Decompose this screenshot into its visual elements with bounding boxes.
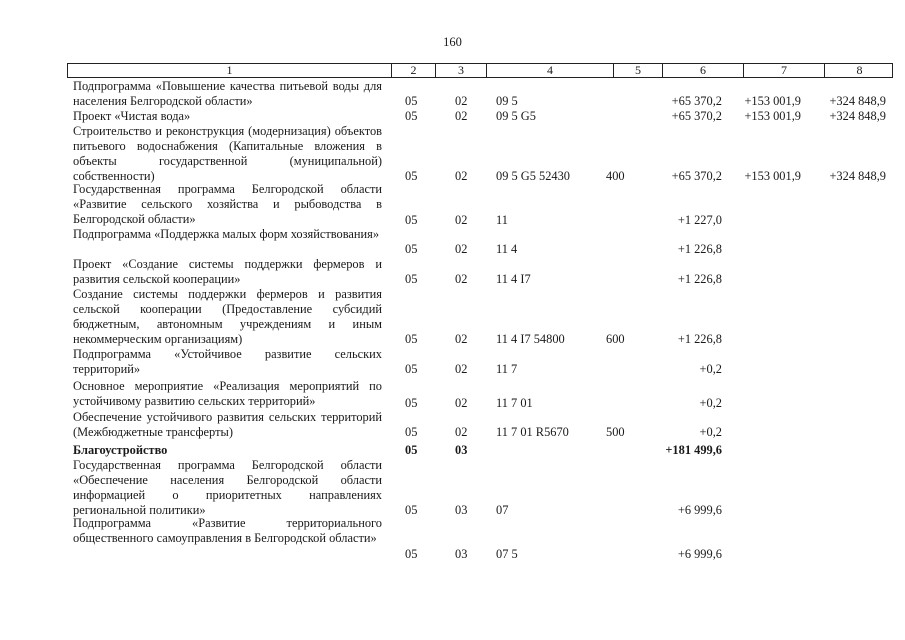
- row-target-code: 11: [496, 213, 508, 227]
- row-target-code: 09 5: [496, 94, 518, 108]
- row-name: Подпрограмма «Поддержка малых форм хозяйствования»: [73, 227, 380, 241]
- row-target-code: 09 5 G5: [496, 109, 536, 123]
- row-section: 05: [405, 242, 418, 256]
- row-section: 05: [405, 547, 418, 561]
- row-subsection: 02: [455, 169, 468, 183]
- row-name: Проект «Чистая вода»: [73, 109, 191, 123]
- row-target-code: 09 5 G5 52430: [496, 169, 570, 183]
- row-target-code: 11 7 01: [496, 396, 533, 410]
- row-name: Строительство и реконструкция (модернизация) объектов питьевого водоснабжения (Капитальные вложения в объекты государственной (муниципальной) собственности): [73, 124, 382, 183]
- row-section: 05: [405, 425, 418, 439]
- row-target-code: 07: [496, 503, 509, 517]
- header-col-7: 7: [743, 64, 824, 77]
- row-amount-1: +0,2: [699, 362, 722, 376]
- row-subsection: 02: [455, 425, 468, 439]
- page-number: 160: [443, 35, 462, 49]
- header-col-4: 4: [486, 64, 613, 77]
- row-section: 05: [405, 94, 418, 108]
- row-amount-1: +0,2: [699, 396, 722, 410]
- row-target-code: 11 7: [496, 362, 518, 376]
- row-subsection: 02: [455, 109, 468, 123]
- row-amount-1: +65 370,2: [671, 169, 722, 183]
- row-target-code: 11 4 I7 54800: [496, 332, 565, 346]
- row-amount-3: +324 848,9: [829, 109, 886, 123]
- header-col-6: 6: [662, 64, 743, 77]
- row-section: 05: [405, 272, 418, 286]
- row-name: Основное мероприятие «Реализация мероприятий по устойчивому развитию сельских территорий»: [73, 379, 382, 408]
- row-amount-1: +6 999,6: [677, 547, 722, 561]
- row-amount-1: +1 226,8: [677, 242, 722, 256]
- row-amount-2: +153 001,9: [744, 94, 801, 108]
- header-col-1: 1: [226, 63, 233, 77]
- row-name: Подпрограмма «Развитие территориального общественного самоуправления в Белгородской области»: [73, 516, 382, 545]
- row-expense-type: 500: [606, 425, 625, 439]
- row-expense-type: 600: [606, 332, 625, 346]
- row-section: 05: [405, 443, 418, 457]
- row-subsection: 02: [455, 213, 468, 227]
- row-target-code: 11 4: [496, 242, 518, 256]
- row-target-code: 11 4 I7: [496, 272, 531, 286]
- row-amount-2: +153 001,9: [744, 109, 801, 123]
- row-section: 05: [405, 396, 418, 410]
- row-amount-1: +0,2: [699, 425, 722, 439]
- row-amount-3: +324 848,9: [829, 94, 886, 108]
- row-amount-1: +1 227,0: [677, 213, 722, 227]
- row-section: 05: [405, 213, 418, 227]
- row-name: Проект «Создание системы поддержки фермеров и развития сельской кооперации»: [73, 257, 382, 286]
- row-name: Подпрограмма «Повышение качества питьевой воды для населения Белгородской области»: [73, 79, 382, 108]
- row-amount-1: +1 226,8: [677, 332, 722, 346]
- row-subsection: 03: [455, 547, 468, 561]
- header-col-8: 8: [824, 64, 894, 77]
- row-name: Государственная программа Белгородской области «Обеспечение населения Белгородской области информацией о приоритетных направлениях региональной политики»: [73, 458, 382, 517]
- row-expense-type: 400: [606, 169, 625, 183]
- row-subsection: 03: [455, 503, 468, 517]
- row-name: Благоустройство: [73, 443, 168, 457]
- header-col-2: 2: [391, 64, 435, 77]
- row-amount-1: +1 226,8: [677, 272, 722, 286]
- row-name: Государственная программа Белгородской области «Развитие сельского хозяйства и рыбоводства в Белгородской области»: [73, 182, 382, 226]
- row-section: 05: [405, 503, 418, 517]
- row-target-code: 07 5: [496, 547, 518, 561]
- row-amount-1: +65 370,2: [671, 109, 722, 123]
- row-section: 05: [405, 332, 418, 346]
- row-amount-1: +65 370,2: [671, 94, 722, 108]
- row-target-code: 11 7 01 R5670: [496, 425, 569, 439]
- row-amount-1: +6 999,6: [677, 503, 722, 517]
- row-name: Подпрограмма «Устойчивое развитие сельских территорий»: [73, 347, 382, 376]
- row-amount-3: +324 848,9: [829, 169, 886, 183]
- row-subsection: 02: [455, 94, 468, 108]
- table-header: [67, 63, 893, 78]
- row-section: 05: [405, 109, 418, 123]
- header-col-3: 3: [435, 64, 486, 77]
- row-subsection: 02: [455, 396, 468, 410]
- row-amount-2: +153 001,9: [744, 169, 801, 183]
- row-amount-1: +181 499,6: [665, 443, 722, 457]
- row-subsection: 02: [455, 332, 468, 346]
- header-col-5: 5: [613, 64, 662, 77]
- row-name: Обеспечение устойчивого развития сельских территорий (Межбюджетные трансферты): [73, 410, 382, 439]
- row-subsection: 02: [455, 362, 468, 376]
- row-subsection: 02: [455, 272, 468, 286]
- row-name: Создание системы поддержки фермеров и развития сельской кооперации (Предоставление субсидий бюджетным, автономным учреждениям и иным некоммерческим организациям): [73, 287, 382, 346]
- row-subsection: 02: [455, 242, 468, 256]
- row-subsection: 03: [455, 443, 468, 457]
- row-section: 05: [405, 169, 418, 183]
- row-section: 05: [405, 362, 418, 376]
